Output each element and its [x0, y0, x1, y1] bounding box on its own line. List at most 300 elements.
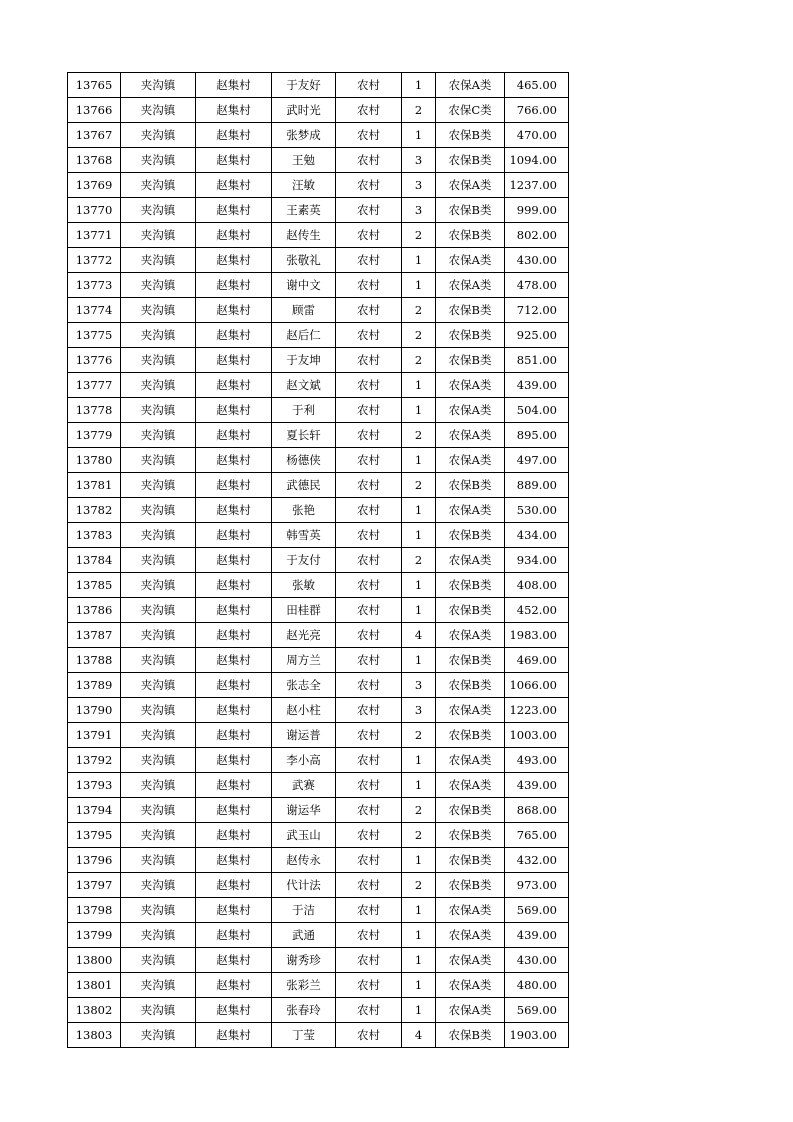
category-cell: 农村: [336, 923, 402, 948]
name-cell: 王勉: [272, 148, 336, 173]
serial-number-cell: 13776: [68, 348, 121, 373]
village-cell: 赵集村: [196, 973, 272, 998]
town-cell: 夹沟镇: [121, 148, 196, 173]
town-cell: 夹沟镇: [121, 923, 196, 948]
serial-number-cell: 13773: [68, 273, 121, 298]
people-count-cell: 1: [402, 73, 436, 98]
amount-cell: 1983.00: [505, 623, 569, 648]
town-cell: 夹沟镇: [121, 598, 196, 623]
town-cell: 夹沟镇: [121, 623, 196, 648]
village-cell: 赵集村: [196, 823, 272, 848]
village-cell: 赵集村: [196, 148, 272, 173]
village-cell: 赵集村: [196, 623, 272, 648]
serial-number-cell: 13774: [68, 298, 121, 323]
people-count-cell: 2: [402, 223, 436, 248]
category-cell: 农村: [336, 348, 402, 373]
serial-number-cell: 13785: [68, 573, 121, 598]
category-cell: 农村: [336, 598, 402, 623]
people-count-cell: 1: [402, 648, 436, 673]
table-row: [68, 473, 569, 498]
category-cell: 农村: [336, 648, 402, 673]
table-row: [68, 73, 569, 98]
amount-cell: 925.00: [505, 323, 569, 348]
name-cell: 谢运普: [272, 723, 336, 748]
village-cell: 赵集村: [196, 648, 272, 673]
table-row: [68, 898, 569, 923]
insurance-type-cell: 农保A类: [436, 273, 505, 298]
amount-cell: 569.00: [505, 898, 569, 923]
amount-cell: 569.00: [505, 998, 569, 1023]
village-cell: 赵集村: [196, 998, 272, 1023]
amount-cell: 465.00: [505, 73, 569, 98]
table-row: [68, 598, 569, 623]
village-cell: 赵集村: [196, 73, 272, 98]
insurance-type-cell: 农保A类: [436, 173, 505, 198]
insurance-type-cell: 农保B类: [436, 223, 505, 248]
table-row: [68, 323, 569, 348]
insurance-type-cell: 农保C类: [436, 98, 505, 123]
town-cell: 夹沟镇: [121, 223, 196, 248]
serial-number-cell: 13803: [68, 1023, 121, 1048]
amount-cell: 1237.00: [505, 173, 569, 198]
serial-number-cell: 13782: [68, 498, 121, 523]
amount-cell: 439.00: [505, 773, 569, 798]
serial-number-cell: 13798: [68, 898, 121, 923]
people-count-cell: 3: [402, 173, 436, 198]
table-row: [68, 348, 569, 373]
people-count-cell: 1: [402, 973, 436, 998]
serial-number-cell: 13790: [68, 698, 121, 723]
category-cell: 农村: [336, 223, 402, 248]
table-row: [68, 398, 569, 423]
village-cell: 赵集村: [196, 598, 272, 623]
name-cell: 赵小柱: [272, 698, 336, 723]
people-count-cell: 2: [402, 98, 436, 123]
table-row: [68, 573, 569, 598]
amount-cell: 469.00: [505, 648, 569, 673]
people-count-cell: 2: [402, 873, 436, 898]
insurance-type-cell: 农保B类: [436, 473, 505, 498]
people-count-cell: 1: [402, 498, 436, 523]
category-cell: 农村: [336, 573, 402, 598]
insurance-type-cell: 农保A类: [436, 448, 505, 473]
village-cell: 赵集村: [196, 473, 272, 498]
category-cell: 农村: [336, 898, 402, 923]
town-cell: 夹沟镇: [121, 173, 196, 198]
town-cell: 夹沟镇: [121, 398, 196, 423]
category-cell: 农村: [336, 1023, 402, 1048]
village-cell: 赵集村: [196, 898, 272, 923]
people-count-cell: 1: [402, 248, 436, 273]
village-cell: 赵集村: [196, 723, 272, 748]
name-cell: 武玉山: [272, 823, 336, 848]
table-row: [68, 523, 569, 548]
people-count-cell: 1: [402, 448, 436, 473]
amount-cell: 434.00: [505, 523, 569, 548]
amount-cell: 430.00: [505, 248, 569, 273]
serial-number-cell: 13786: [68, 598, 121, 623]
people-count-cell: 2: [402, 723, 436, 748]
amount-cell: 408.00: [505, 573, 569, 598]
table-row: [68, 448, 569, 473]
amount-cell: 868.00: [505, 798, 569, 823]
serial-number-cell: 13768: [68, 148, 121, 173]
category-cell: 农村: [336, 823, 402, 848]
town-cell: 夹沟镇: [121, 723, 196, 748]
town-cell: 夹沟镇: [121, 773, 196, 798]
amount-cell: 1066.00: [505, 673, 569, 698]
insurance-type-cell: 农保B类: [436, 648, 505, 673]
insurance-type-cell: 农保B类: [436, 848, 505, 873]
serial-number-cell: 13796: [68, 848, 121, 873]
town-cell: 夹沟镇: [121, 798, 196, 823]
name-cell: 张艳: [272, 498, 336, 523]
serial-number-cell: 13795: [68, 823, 121, 848]
town-cell: 夹沟镇: [121, 523, 196, 548]
category-cell: 农村: [336, 248, 402, 273]
serial-number-cell: 13788: [68, 648, 121, 673]
amount-cell: 1003.00: [505, 723, 569, 748]
village-cell: 赵集村: [196, 923, 272, 948]
village-cell: 赵集村: [196, 1023, 272, 1048]
insurance-type-cell: 农保B类: [436, 798, 505, 823]
people-count-cell: 4: [402, 623, 436, 648]
village-cell: 赵集村: [196, 748, 272, 773]
town-cell: 夹沟镇: [121, 848, 196, 873]
name-cell: 赵后仁: [272, 323, 336, 348]
name-cell: 谢运华: [272, 798, 336, 823]
people-count-cell: 1: [402, 998, 436, 1023]
amount-cell: 478.00: [505, 273, 569, 298]
category-cell: 农村: [336, 473, 402, 498]
name-cell: 代计法: [272, 873, 336, 898]
name-cell: 赵传生: [272, 223, 336, 248]
serial-number-cell: 13791: [68, 723, 121, 748]
insurance-type-cell: 农保A类: [436, 248, 505, 273]
serial-number-cell: 13775: [68, 323, 121, 348]
people-count-cell: 1: [402, 948, 436, 973]
serial-number-cell: 13781: [68, 473, 121, 498]
category-cell: 农村: [336, 623, 402, 648]
amount-cell: 765.00: [505, 823, 569, 848]
people-count-cell: 3: [402, 148, 436, 173]
insurance-type-cell: 农保A类: [436, 898, 505, 923]
people-count-cell: 1: [402, 398, 436, 423]
village-cell: 赵集村: [196, 773, 272, 798]
table-row: [68, 173, 569, 198]
category-cell: 农村: [336, 148, 402, 173]
name-cell: 于利: [272, 398, 336, 423]
insurance-type-cell: 农保A类: [436, 398, 505, 423]
town-cell: 夹沟镇: [121, 473, 196, 498]
category-cell: 农村: [336, 173, 402, 198]
name-cell: 张敏: [272, 573, 336, 598]
table-row: [68, 498, 569, 523]
people-count-cell: 1: [402, 598, 436, 623]
serial-number-cell: 13778: [68, 398, 121, 423]
name-cell: 张敬礼: [272, 248, 336, 273]
serial-number-cell: 13797: [68, 873, 121, 898]
category-cell: 农村: [336, 773, 402, 798]
insurance-type-cell: 农保A类: [436, 373, 505, 398]
town-cell: 夹沟镇: [121, 423, 196, 448]
roster-body: [68, 73, 569, 1048]
insurance-type-cell: 农保A类: [436, 973, 505, 998]
serial-number-cell: 13793: [68, 773, 121, 798]
insurance-type-cell: 农保A类: [436, 73, 505, 98]
name-cell: 李小高: [272, 748, 336, 773]
insurance-type-cell: 农保B类: [436, 823, 505, 848]
amount-cell: 802.00: [505, 223, 569, 248]
serial-number-cell: 13771: [68, 223, 121, 248]
town-cell: 夹沟镇: [121, 573, 196, 598]
village-cell: 赵集村: [196, 323, 272, 348]
table-row: [68, 848, 569, 873]
insurance-type-cell: 农保B类: [436, 573, 505, 598]
people-count-cell: 2: [402, 823, 436, 848]
name-cell: 张志全: [272, 673, 336, 698]
table-row: [68, 298, 569, 323]
serial-number-cell: 13779: [68, 423, 121, 448]
name-cell: 杨德侠: [272, 448, 336, 473]
table-row: [68, 873, 569, 898]
people-count-cell: 1: [402, 373, 436, 398]
people-count-cell: 1: [402, 123, 436, 148]
insurance-type-cell: 农保A类: [436, 423, 505, 448]
town-cell: 夹沟镇: [121, 248, 196, 273]
village-cell: 赵集村: [196, 498, 272, 523]
name-cell: 于友坤: [272, 348, 336, 373]
town-cell: 夹沟镇: [121, 298, 196, 323]
name-cell: 田桂群: [272, 598, 336, 623]
insurance-type-cell: 农保A类: [436, 748, 505, 773]
people-count-cell: 1: [402, 748, 436, 773]
town-cell: 夹沟镇: [121, 323, 196, 348]
village-cell: 赵集村: [196, 873, 272, 898]
people-count-cell: 1: [402, 923, 436, 948]
name-cell: 武赛: [272, 773, 336, 798]
people-count-cell: 1: [402, 573, 436, 598]
amount-cell: 439.00: [505, 923, 569, 948]
amount-cell: 851.00: [505, 348, 569, 373]
village-cell: 赵集村: [196, 373, 272, 398]
serial-number-cell: 13789: [68, 673, 121, 698]
name-cell: 顾雷: [272, 298, 336, 323]
table-row: [68, 698, 569, 723]
category-cell: 农村: [336, 673, 402, 698]
name-cell: 谢秀珍: [272, 948, 336, 973]
people-count-cell: 3: [402, 673, 436, 698]
roster-table: [67, 72, 569, 1048]
name-cell: 于友付: [272, 548, 336, 573]
serial-number-cell: 13780: [68, 448, 121, 473]
serial-number-cell: 13772: [68, 248, 121, 273]
village-cell: 赵集村: [196, 123, 272, 148]
people-count-cell: 2: [402, 423, 436, 448]
table-row: [68, 723, 569, 748]
table-row: [68, 373, 569, 398]
amount-cell: 504.00: [505, 398, 569, 423]
serial-number-cell: 13799: [68, 923, 121, 948]
category-cell: 农村: [336, 798, 402, 823]
category-cell: 农村: [336, 498, 402, 523]
town-cell: 夹沟镇: [121, 548, 196, 573]
category-cell: 农村: [336, 198, 402, 223]
amount-cell: 452.00: [505, 598, 569, 623]
category-cell: 农村: [336, 998, 402, 1023]
name-cell: 夏长轩: [272, 423, 336, 448]
people-count-cell: 1: [402, 273, 436, 298]
amount-cell: 1223.00: [505, 698, 569, 723]
people-count-cell: 1: [402, 848, 436, 873]
table-row: [68, 148, 569, 173]
serial-number-cell: 13769: [68, 173, 121, 198]
name-cell: 赵传永: [272, 848, 336, 873]
amount-cell: 470.00: [505, 123, 569, 148]
town-cell: 夹沟镇: [121, 123, 196, 148]
village-cell: 赵集村: [196, 423, 272, 448]
category-cell: 农村: [336, 273, 402, 298]
village-cell: 赵集村: [196, 348, 272, 373]
town-cell: 夹沟镇: [121, 73, 196, 98]
town-cell: 夹沟镇: [121, 648, 196, 673]
serial-number-cell: 13787: [68, 623, 121, 648]
serial-number-cell: 13794: [68, 798, 121, 823]
insurance-type-cell: 农保B类: [436, 323, 505, 348]
amount-cell: 480.00: [505, 973, 569, 998]
people-count-cell: 1: [402, 898, 436, 923]
serial-number-cell: 13802: [68, 998, 121, 1023]
serial-number-cell: 13777: [68, 373, 121, 398]
name-cell: 周方兰: [272, 648, 336, 673]
table-row: [68, 623, 569, 648]
category-cell: 农村: [336, 448, 402, 473]
serial-number-cell: 13792: [68, 748, 121, 773]
town-cell: 夹沟镇: [121, 673, 196, 698]
village-cell: 赵集村: [196, 698, 272, 723]
people-count-cell: 2: [402, 798, 436, 823]
people-count-cell: 4: [402, 1023, 436, 1048]
table-row: [68, 773, 569, 798]
table-row: [68, 223, 569, 248]
people-count-cell: 3: [402, 198, 436, 223]
serial-number-cell: 13766: [68, 98, 121, 123]
insurance-type-cell: 农保B类: [436, 123, 505, 148]
people-count-cell: 2: [402, 548, 436, 573]
name-cell: 武时光: [272, 98, 336, 123]
village-cell: 赵集村: [196, 448, 272, 473]
insurance-type-cell: 农保B类: [436, 348, 505, 373]
table-row: [68, 123, 569, 148]
village-cell: 赵集村: [196, 248, 272, 273]
table-row: [68, 273, 569, 298]
town-cell: 夹沟镇: [121, 973, 196, 998]
insurance-type-cell: 农保B类: [436, 523, 505, 548]
insurance-type-cell: 农保A类: [436, 923, 505, 948]
category-cell: 农村: [336, 123, 402, 148]
category-cell: 农村: [336, 423, 402, 448]
amount-cell: 530.00: [505, 498, 569, 523]
village-cell: 赵集村: [196, 173, 272, 198]
insurance-type-cell: 农保A类: [436, 498, 505, 523]
name-cell: 张梦成: [272, 123, 336, 148]
category-cell: 农村: [336, 323, 402, 348]
insurance-type-cell: 农保A类: [436, 773, 505, 798]
table-row: [68, 673, 569, 698]
serial-number-cell: 13783: [68, 523, 121, 548]
town-cell: 夹沟镇: [121, 98, 196, 123]
category-cell: 农村: [336, 398, 402, 423]
category-cell: 农村: [336, 548, 402, 573]
name-cell: 谢中文: [272, 273, 336, 298]
town-cell: 夹沟镇: [121, 348, 196, 373]
village-cell: 赵集村: [196, 673, 272, 698]
village-cell: 赵集村: [196, 98, 272, 123]
town-cell: 夹沟镇: [121, 448, 196, 473]
people-count-cell: 1: [402, 773, 436, 798]
town-cell: 夹沟镇: [121, 823, 196, 848]
table-row: [68, 823, 569, 848]
amount-cell: 439.00: [505, 373, 569, 398]
amount-cell: 973.00: [505, 873, 569, 898]
table-row: [68, 948, 569, 973]
town-cell: 夹沟镇: [121, 1023, 196, 1048]
name-cell: 于友好: [272, 73, 336, 98]
insurance-type-cell: 农保B类: [436, 148, 505, 173]
amount-cell: 497.00: [505, 448, 569, 473]
amount-cell: 1903.00: [505, 1023, 569, 1048]
village-cell: 赵集村: [196, 198, 272, 223]
table-row: [68, 98, 569, 123]
village-cell: 赵集村: [196, 223, 272, 248]
table-row: [68, 248, 569, 273]
category-cell: 农村: [336, 848, 402, 873]
people-count-cell: 2: [402, 298, 436, 323]
serial-number-cell: 13800: [68, 948, 121, 973]
serial-number-cell: 13770: [68, 198, 121, 223]
name-cell: 赵文斌: [272, 373, 336, 398]
village-cell: 赵集村: [196, 798, 272, 823]
insurance-type-cell: 农保B类: [436, 598, 505, 623]
village-cell: 赵集村: [196, 523, 272, 548]
insurance-type-cell: 农保A类: [436, 998, 505, 1023]
town-cell: 夹沟镇: [121, 498, 196, 523]
insurance-type-cell: 农保A类: [436, 948, 505, 973]
table-row: [68, 548, 569, 573]
name-cell: 于洁: [272, 898, 336, 923]
town-cell: 夹沟镇: [121, 698, 196, 723]
name-cell: 韩雪英: [272, 523, 336, 548]
insurance-type-cell: 农保B类: [436, 298, 505, 323]
table-row: [68, 1023, 569, 1048]
insurance-type-cell: 农保A类: [436, 698, 505, 723]
village-cell: 赵集村: [196, 273, 272, 298]
category-cell: 农村: [336, 298, 402, 323]
town-cell: 夹沟镇: [121, 898, 196, 923]
amount-cell: 430.00: [505, 948, 569, 973]
people-count-cell: 2: [402, 323, 436, 348]
category-cell: 农村: [336, 748, 402, 773]
name-cell: 汪敏: [272, 173, 336, 198]
table-row: [68, 648, 569, 673]
amount-cell: 766.00: [505, 98, 569, 123]
name-cell: 武通: [272, 923, 336, 948]
name-cell: 丁莹: [272, 1023, 336, 1048]
people-count-cell: 1: [402, 523, 436, 548]
table-row: [68, 798, 569, 823]
insurance-type-cell: 农保A类: [436, 623, 505, 648]
people-count-cell: 3: [402, 698, 436, 723]
